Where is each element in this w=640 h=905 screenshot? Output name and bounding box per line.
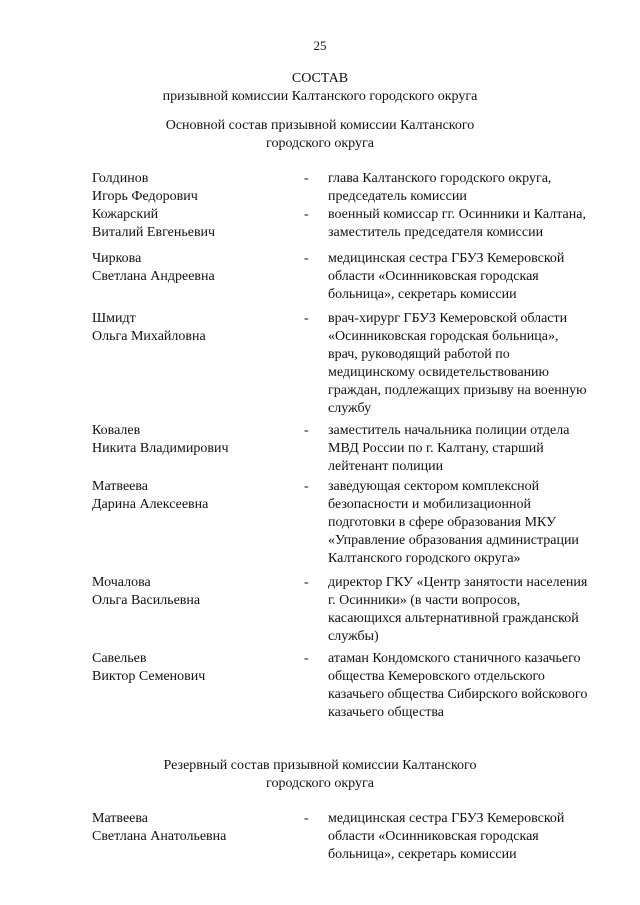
member-role: директор ГКУ «Центр занятости населения г. Осинники» (в части вопросов, касающихся альтернативной гражданской службы) [328, 575, 588, 644]
member-entry [92, 478, 592, 568]
member-surname: Матвеева [92, 479, 149, 494]
member-role: глава Калтанского городского округа, председатель комиссии [328, 171, 552, 204]
member-entry [92, 250, 592, 304]
separator-dash: - [304, 311, 309, 326]
member-name [92, 650, 292, 686]
member-role: медицинская сестра ГБУЗ Кемеровской области «Осинниковская городская больница», секретарь комиссии [328, 251, 565, 302]
member-surname: Кожарский [92, 207, 159, 222]
member-surname: Мочалова [92, 575, 151, 590]
member-surname: Шмидт [92, 311, 136, 326]
page-number: 25 [313, 38, 327, 53]
member-role: врач-хирург ГБУЗ Кемеровской области «Осинниковская городская больница», врач, руководящий работой по медицинскому освидетельствованию граждан, подлежащих призыву на военную службу [328, 311, 587, 416]
member-surname: Ковалев [92, 423, 141, 438]
member-entry [92, 206, 592, 242]
separator-dash: - [304, 171, 309, 186]
member-given-name: Ольга Михайловна [92, 329, 206, 344]
member-given-name: Игорь Федорович [92, 189, 198, 204]
member-given-name: Светлана Андреевна [92, 269, 215, 284]
member-role: заместитель начальника полиции отдела МВД России по г. Калтану, старший лейтенант полиции [328, 423, 570, 474]
member-entry [92, 650, 592, 722]
reserve-members-list [92, 810, 592, 864]
member-name [92, 574, 292, 610]
separator-dash: - [304, 479, 309, 494]
heading-line-2: городского округа [266, 776, 374, 791]
heading-line-2: городского округа [266, 136, 374, 151]
title-line: СОСТАВ [291, 71, 349, 86]
main-members-list [92, 170, 592, 722]
member-given-name: Виталий Евгеньевич [92, 225, 216, 240]
separator-dash: - [304, 811, 309, 826]
member-name [92, 478, 292, 514]
heading-line-1: Резервный состав призывной комиссии Калтанского [163, 758, 477, 773]
member-entry [92, 310, 592, 418]
member-name [92, 250, 292, 286]
document-title [0, 70, 640, 106]
member-entry [92, 170, 592, 206]
member-name [92, 170, 292, 206]
member-surname: Матвеева [92, 811, 149, 826]
member-name [92, 422, 292, 458]
member-surname: Савельев [92, 651, 147, 666]
member-given-name: Светлана Анатольевна [92, 829, 227, 844]
separator-dash: - [304, 651, 309, 666]
member-given-name: Никита Владимирович [92, 441, 229, 456]
member-role: медицинская сестра ГБУЗ Кемеровской области «Осинниковская городская больница», секретарь комиссии [328, 811, 565, 862]
member-surname: Голдинов [92, 171, 149, 186]
title-subline: призывной комиссии Калтанского городского округа [162, 89, 478, 104]
reserve-composition-heading [0, 757, 640, 793]
member-entry [92, 810, 592, 864]
member-surname: Чиркова [92, 251, 142, 266]
separator-dash: - [304, 423, 309, 438]
member-name [92, 810, 292, 846]
separator-dash: - [304, 575, 309, 590]
separator-dash: - [304, 251, 309, 266]
heading-line-1: Основной состав призывной комиссии Калтанского [165, 118, 475, 133]
member-entry [92, 574, 592, 646]
member-role: атаман Кондомского станичного казачьего общества Кемеровского отдельского казачьего общества Сибирского войскового казачьего общества [328, 651, 588, 720]
member-entry [92, 422, 592, 476]
member-role: заведующая сектором комплексной безопасности и мобилизационной подготовки в сфере образования МКУ «Управление образования администрации Калтанского городского округа» [328, 479, 579, 566]
member-given-name: Дарина Алексеевна [92, 497, 209, 512]
member-name [92, 206, 292, 242]
main-composition-heading [0, 117, 640, 153]
member-name [92, 310, 292, 346]
separator-dash: - [304, 207, 309, 222]
member-given-name: Ольга Васильевна [92, 593, 201, 608]
member-given-name: Виктор Семенович [92, 669, 206, 684]
member-role: военный комиссар гг. Осинники и Калтана, заместитель председателя комиссии [328, 207, 586, 240]
